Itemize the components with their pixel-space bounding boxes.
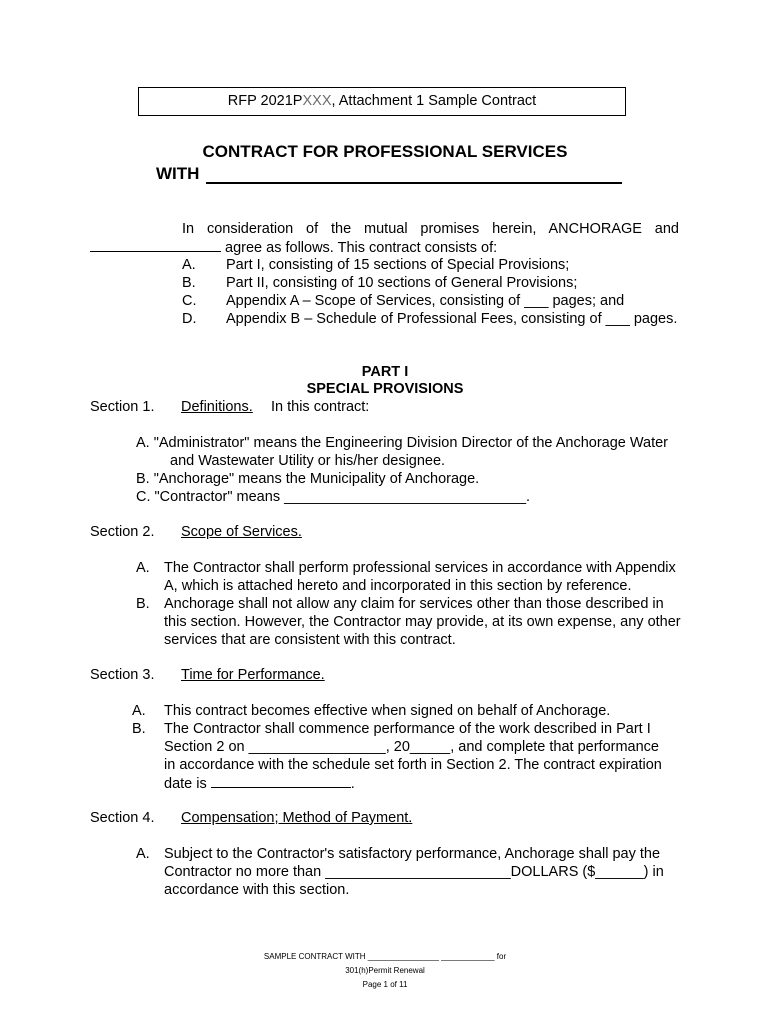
- section-4-a-line-3: accordance with this section.: [164, 882, 350, 898]
- intro-item-c-letter: C.: [182, 293, 197, 309]
- section-2-b-line-3: services that are consistent with this contract.: [164, 632, 456, 648]
- contract-title: CONTRACT FOR PROFESSIONAL SERVICES: [202, 142, 568, 161]
- section-3-b-letter: B.: [132, 721, 146, 737]
- section-3-title: Time for Performance.: [181, 667, 325, 683]
- section-2-a-letter: A.: [136, 560, 150, 576]
- intro-line-2: [90, 239, 497, 258]
- rfp-suffix: , Attachment 1 Sample Contract: [331, 92, 537, 109]
- section-2-label: Section 2.: [90, 524, 155, 540]
- rfp-code: XXX: [302, 92, 332, 109]
- contractor-name-blank: [206, 182, 622, 184]
- rfp-prefix: RFP 2021P: [227, 92, 303, 109]
- section-3-label: Section 3.: [90, 667, 155, 683]
- section-1-label: Section 1.: [90, 399, 155, 415]
- footer-line-2: 301(h)Permit Renewal: [345, 966, 425, 975]
- section-2-b-line-1: Anchorage shall not allow any claim for services other than those described in: [164, 596, 664, 612]
- contract-title-with: WITH: [156, 164, 200, 183]
- expiration-date-blank: [211, 775, 351, 788]
- intro-item-d-text: Appendix B – Schedule of Professional Fees, consisting of ___ pages.: [226, 311, 678, 327]
- page-number: Page 1 of 11: [362, 980, 408, 989]
- section-1-title: Definitions.: [181, 399, 253, 415]
- section-2-b-line-2: this section. However, the Contractor may provide, at its own expense, any other: [164, 614, 681, 630]
- section-3-b-line-1: The Contractor shall commence performance of the work described in Part I: [164, 721, 651, 737]
- section-4-a-line-1: Subject to the Contractor's satisfactory performance, Anchorage shall pay the: [164, 846, 661, 862]
- section-3-b-line-3: in accordance with the schedule set forth in Section 2. The contract expiration: [164, 757, 662, 773]
- rfp-header-box: [138, 87, 626, 116]
- intro-item-b-letter: B.: [182, 275, 196, 291]
- section-2-a-line-1: The Contractor shall perform professional services in accordance with Appendix: [164, 560, 676, 576]
- section-3-b-line-4: [164, 775, 355, 794]
- part-heading: PART I: [361, 364, 409, 380]
- part-subheading: SPECIAL PROVISIONS: [306, 381, 464, 397]
- intro-item-a-letter: A.: [182, 257, 196, 273]
- section-2-b-letter: B.: [136, 596, 150, 612]
- expiration-date-label: date is: [164, 776, 207, 792]
- section-4-a-line-2: Contractor no more than _______________________DOLLARS ($______) in: [164, 864, 664, 880]
- section-3-a-letter: A.: [132, 703, 146, 719]
- section-3-a-text: This contract becomes effective when signed on behalf of Anchorage.: [164, 703, 611, 719]
- party-blank: [90, 239, 221, 252]
- section-2-title: Scope of Services.: [181, 524, 302, 540]
- section-2-a-line-2: A, which is attached hereto and incorporated in this section by reference.: [164, 578, 632, 594]
- definition-c: C. "Contractor" means ______________________________.: [136, 489, 531, 505]
- intro-item-c-text: Appendix A – Scope of Services, consisting of ___ pages; and: [226, 293, 625, 309]
- expiration-date-end: .: [350, 776, 355, 792]
- definition-a-cont: and Wastewater Utility or his/her designee.: [170, 453, 446, 469]
- section-1-tail: In this contract:: [271, 399, 370, 415]
- section-3-b-line-2: Section 2 on _________________, 20_____, and complete that performance: [164, 739, 659, 755]
- intro-item-b-text: Part II, consisting of 10 sections of General Provisions;: [226, 275, 578, 291]
- section-4-label: Section 4.: [90, 810, 155, 826]
- definition-b: B. "Anchorage" means the Municipality of Anchorage.: [136, 471, 480, 487]
- intro-line-1: In consideration of the mutual promises herein, ANCHORAGE and: [182, 221, 679, 237]
- section-4-a-letter: A.: [136, 846, 150, 862]
- intro-item-d-letter: D.: [182, 311, 197, 327]
- definition-a: A. "Administrator" means the Engineering Division Director of the Anchorage Water: [136, 435, 669, 451]
- footer-line-1: SAMPLE CONTRACT WITH ________________ ____________ for: [263, 952, 507, 961]
- intro-item-a-text: Part I, consisting of 15 sections of Special Provisions;: [226, 257, 570, 273]
- intro-line-2-text: agree as follows. This contract consists of:: [225, 240, 498, 256]
- section-4-title: Compensation; Method of Payment.: [181, 810, 413, 826]
